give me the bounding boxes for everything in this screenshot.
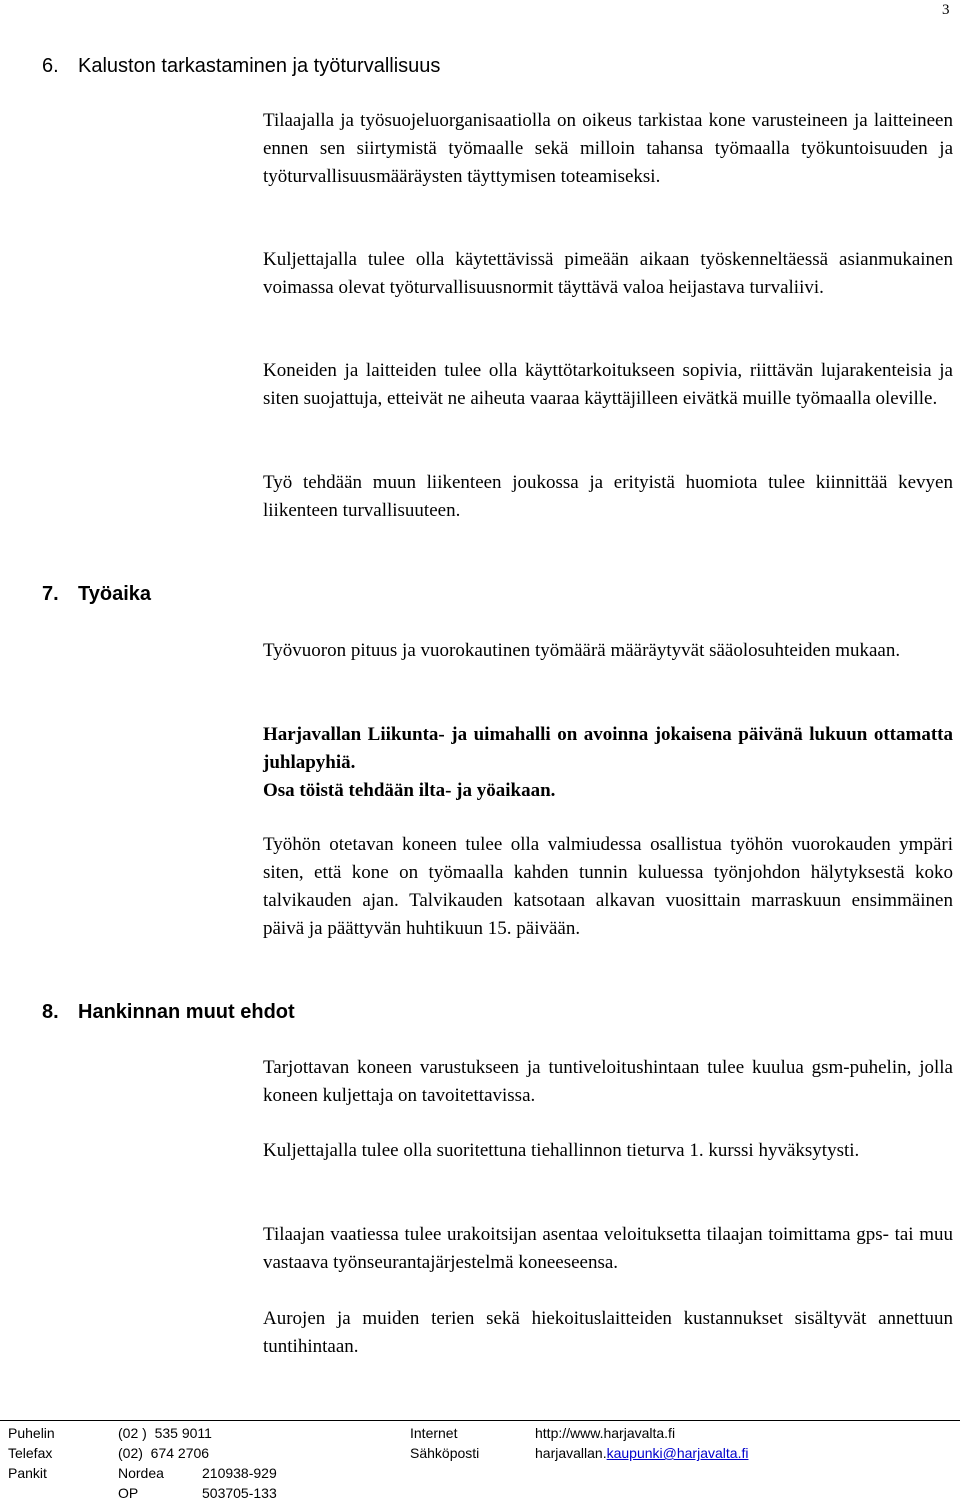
fax-label: Telefax bbox=[8, 1445, 53, 1461]
paragraph-inspection-right: Tilaajalla ja työsuojeluorganisaatiolla on oikeus tarkistaa kone varusteineen ja laitteineen ennen sen siirtymistä työmaalle sekä milloin tahansa työmaalla työkuntoisuuden ja työturvallisuusmääräysten täyttymisen toteamiseksi. bbox=[263, 110, 953, 187]
fax-value: (02) 674 2706 bbox=[118, 1445, 210, 1461]
page-number: 3 bbox=[942, 2, 950, 18]
phone-label: Puhelin bbox=[8, 1425, 55, 1441]
paragraph-safety-vest: Kuljettajalla tulee olla käytettävissä pimeään aikaan työskenneltäessä asianmukainen voimassa olevat työturvallisuusnormit täyttävä valoa heijastava turvaliivi. bbox=[263, 249, 953, 298]
section-heading-6 bbox=[42, 54, 440, 78]
banks-label: Pankit bbox=[8, 1465, 47, 1481]
paragraph-gsm-phone: Tarjottavan koneen varustukseen ja tuntiveloitushintaan tulee kuulua gsm-puhelin, jolla koneen kuljettaja on tavoitettavissa. bbox=[263, 1057, 953, 1106]
section-heading-7 bbox=[42, 582, 151, 606]
email-label: Sähköposti bbox=[410, 1445, 480, 1461]
bank2-name: OP bbox=[118, 1485, 139, 1501]
section-title: Hankinnan muut ehdot bbox=[78, 1001, 295, 1023]
footer-divider bbox=[0, 1420, 960, 1421]
email-address bbox=[535, 1443, 748, 1463]
section-number: 6. bbox=[42, 55, 59, 77]
paragraph-blade-costs: Aurojen ja muiden terien sekä hiekoituslaitteiden kustannukset sisältyvät annettuun tuntihintaan. bbox=[263, 1308, 953, 1357]
paragraph-machine-requirements: Koneiden ja laitteiden tulee olla käyttötarkoitukseen sopivia, riittävän lujarakenteisia ja siten suojattuja, etteivät ne aiheuta vaaraa käyttäjilleen eivätkä muille työmaalla oleville. bbox=[263, 360, 953, 409]
paragraph-road-safety-course: Kuljettajalla tulee olla suoritettuna tiehallinnon tieturva 1. kurssi hyväksytysti. bbox=[263, 1140, 860, 1161]
email-link[interactable]: kaupunki@harjavalta.fi bbox=[606, 1445, 749, 1461]
paragraph-traffic-safety: Työ tehdään muun liikenteen joukossa ja erityistä huomiota tulee kiinnittää kevyen liikenteen turvallisuuteen. bbox=[263, 472, 953, 521]
paragraph-opening-notice bbox=[263, 721, 953, 805]
section-number: 7. bbox=[42, 583, 59, 605]
internet-label: Internet bbox=[410, 1425, 458, 1441]
paragraph-shift-length: Työvuoron pituus ja vuorokautinen työmäärä määräytyvät sääolosuhteiden mukaan. bbox=[263, 640, 901, 661]
paragraph-gps-system: Tilaajan vaatiessa tulee urakoitsijan asentaa veloituksetta tilaajan toimittama gps- tai muu vastaava työnseurantajärjestelmä koneeseensa. bbox=[263, 1224, 953, 1273]
bank1-account: 210938-929 bbox=[202, 1465, 277, 1481]
section-title: Kaluston tarkastaminen ja työturvallisuus bbox=[78, 55, 441, 77]
website-link[interactable]: http://www.harjavalta.fi bbox=[535, 1425, 676, 1441]
phone-value: (02 ) 535 9011 bbox=[118, 1425, 212, 1441]
paragraph-readiness: Työhön otetavan koneen tulee olla valmiudessa osallistua työhön vuorokauden ympäri siten, että kone on työmaalla kahden tunnin kuluessa työnjohdon hälytyksestä koko talvikauden ajan. Talvikauden katsotaan alkavan vuosittain marraskuun ensimmäinen päivä ja päättyvän huhtikuun 15. päivään. bbox=[263, 834, 953, 939]
section-heading-8 bbox=[42, 1000, 295, 1024]
opening-hours-line: Harjavallan Liikunta- ja uimahalli on avoinna jokaisena päivänä lukuun ottamatta juhlapyhiä. bbox=[263, 724, 953, 773]
night-work-line: Osa töistä tehdään ilta- ja yöaikaan. bbox=[263, 780, 556, 801]
email-prefix: harjavallan. bbox=[535, 1445, 607, 1461]
section-number: 8. bbox=[42, 1001, 59, 1023]
bank2-account: 503705-133 bbox=[202, 1485, 277, 1501]
page-footer bbox=[0, 1423, 960, 1503]
section-title: Työaika bbox=[78, 583, 151, 605]
bank1-name: Nordea bbox=[118, 1465, 164, 1481]
